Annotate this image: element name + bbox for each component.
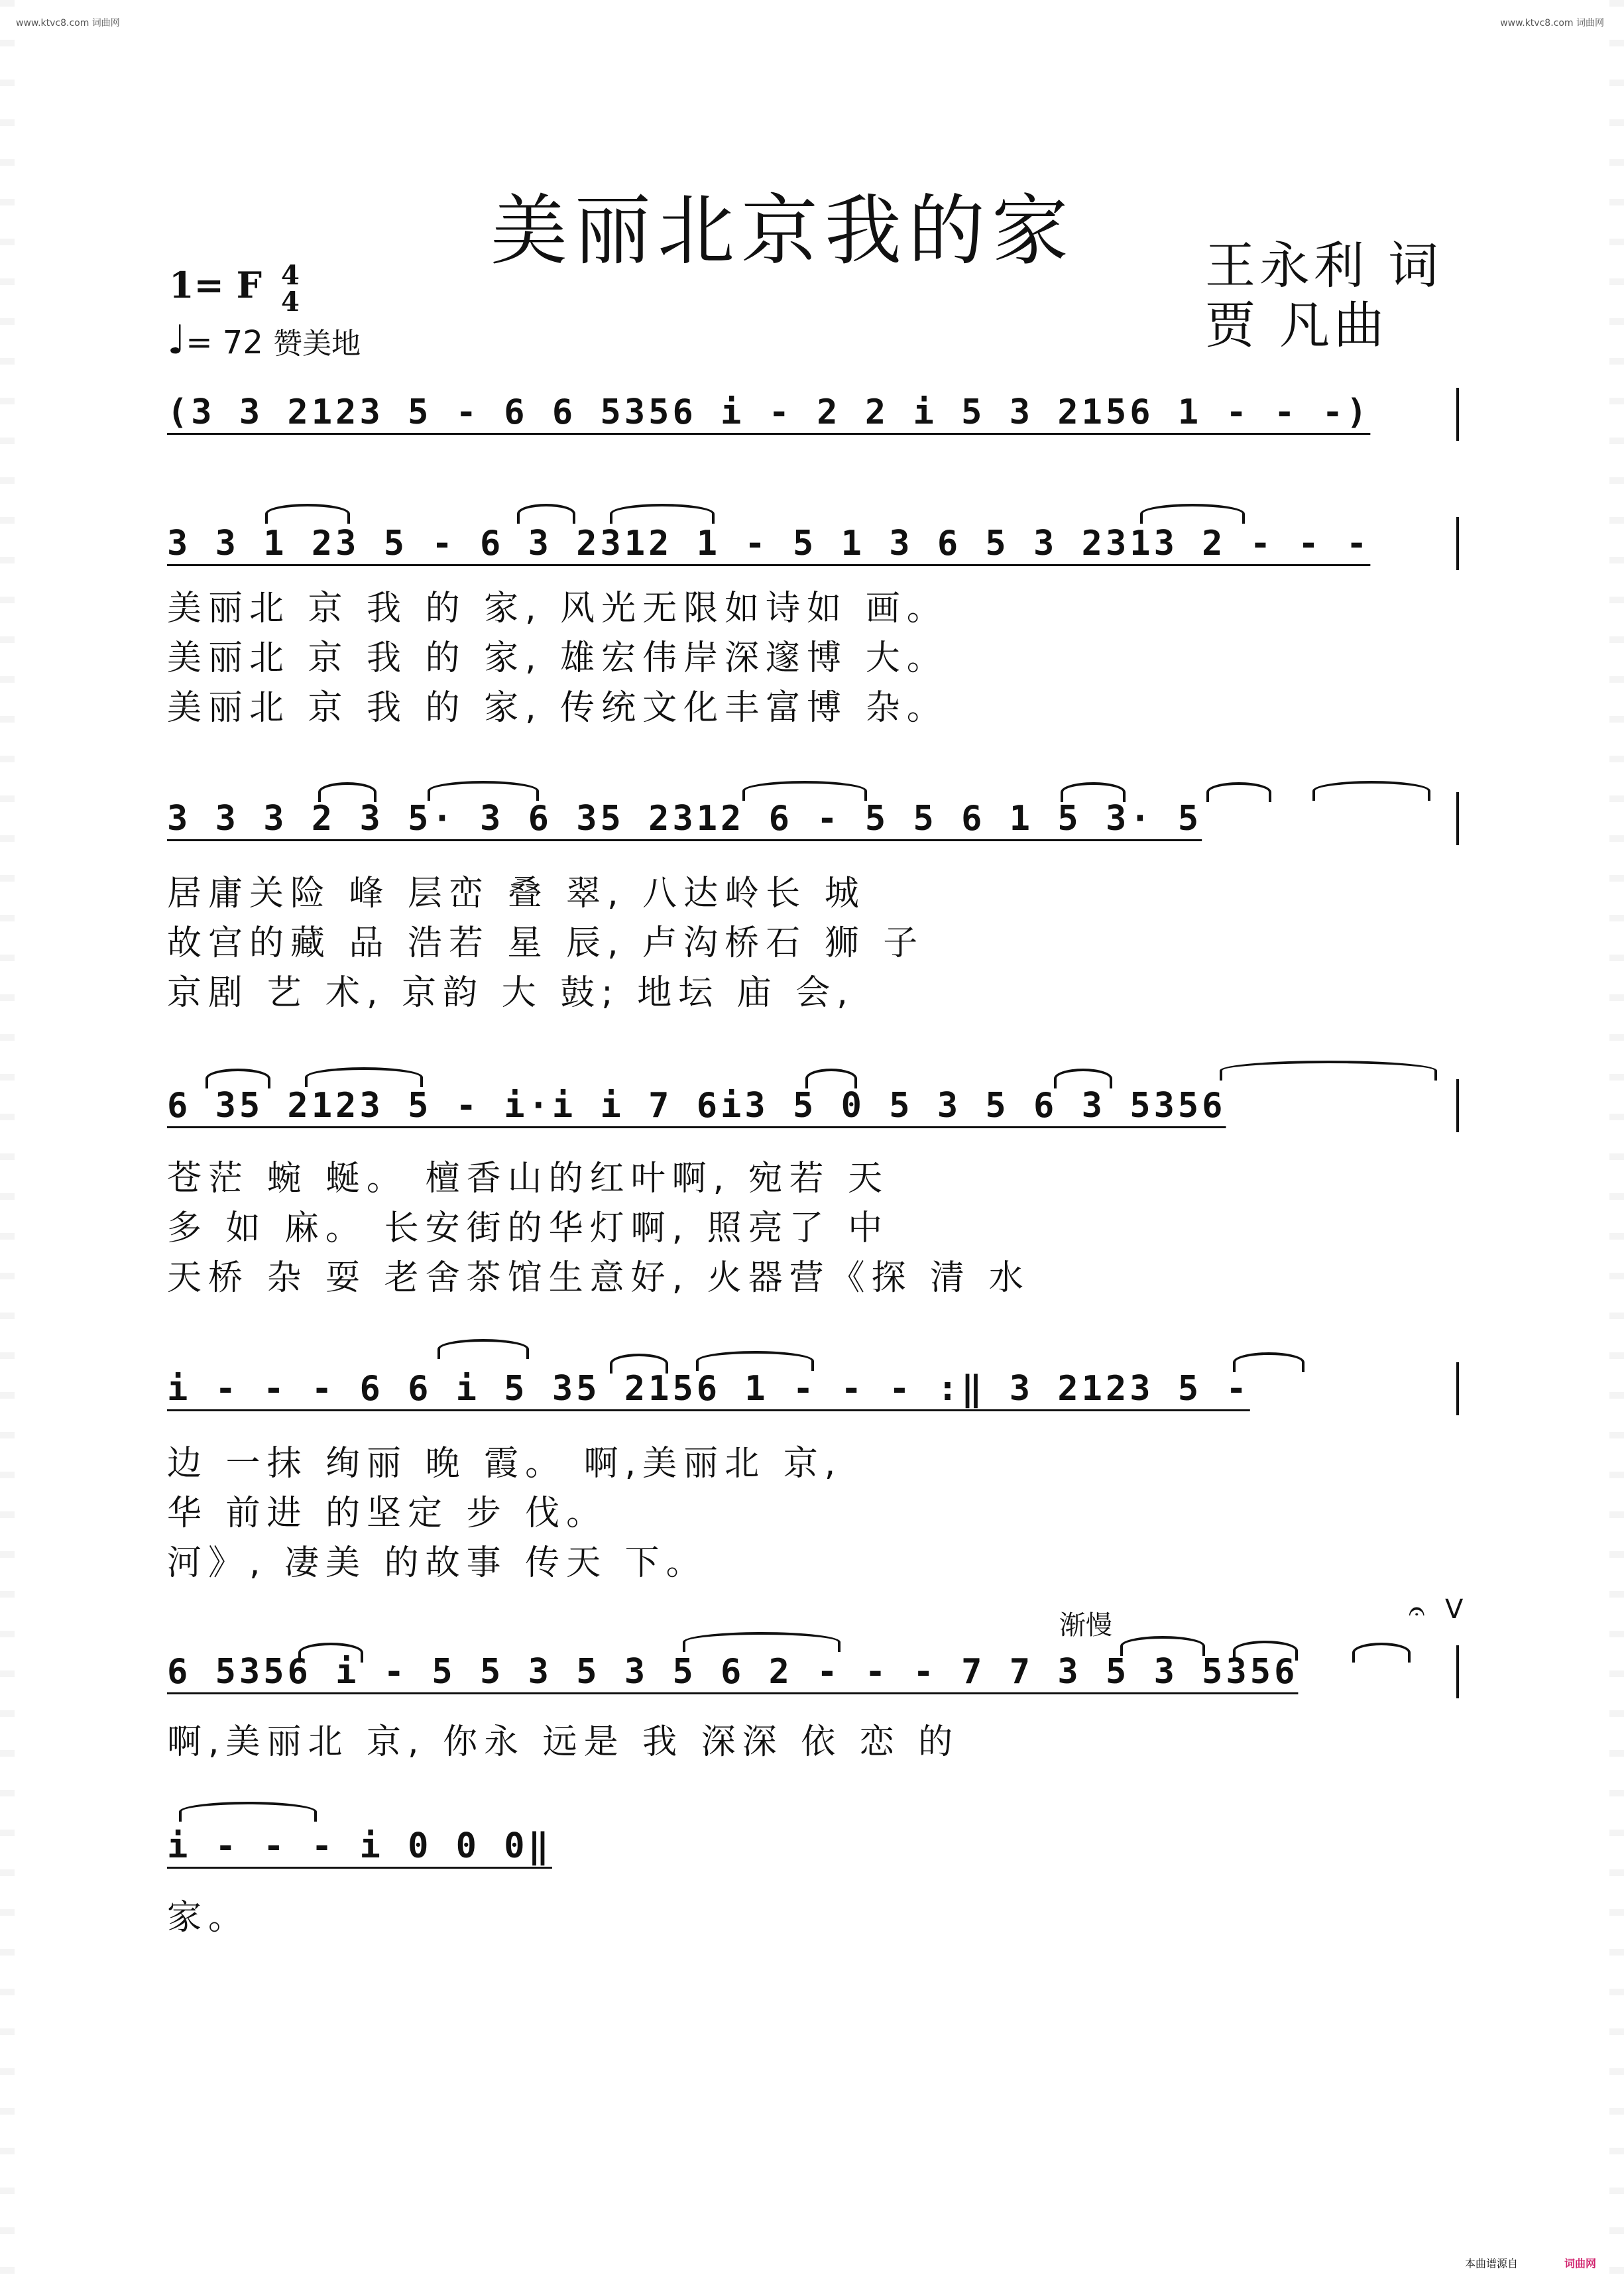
lyric-line: 华 前进 的坚定 步 伐。 xyxy=(167,1493,608,1533)
lyric-line: 苍茫 蜿 蜒。 檀香山的红叶啊, 宛若 天 xyxy=(167,1159,890,1199)
slur xyxy=(179,1802,317,1822)
time-signature-top: 4 xyxy=(281,260,300,291)
breath-mark: V xyxy=(1445,1594,1464,1625)
fermata-icon: 𝄐 xyxy=(1409,1594,1425,1628)
slur xyxy=(517,504,575,524)
lyric-line: 美丽北 京 我 的 家, 雄宏伟岸深邃博 大。 xyxy=(167,638,948,678)
slur xyxy=(265,504,350,524)
slowing-marking: 渐慢 xyxy=(1059,1610,1112,1641)
notation-line-5: i - - - 6 6 i 5 35 2156 1 - - - :‖ 3 2123 5 - xyxy=(167,1369,1250,1409)
lyric-line: 家。 xyxy=(167,1898,250,1938)
barline xyxy=(1456,517,1459,570)
lyric-line: 啊,美丽北 京, 你永 远是 我 深深 依 恋 的 xyxy=(167,1722,960,1762)
left-watermark-strip xyxy=(0,0,15,2283)
slur xyxy=(428,781,539,801)
song-title: 美丽北京我的家 xyxy=(491,186,1075,276)
site-header-left: www.ktvc8.com 词曲网 xyxy=(16,18,120,29)
lyric-line: 美丽北 京 我 的 家, 风光无限如诗如 画。 xyxy=(167,589,948,628)
lyric-line: 居庸关险 峰 层峦 叠 翠, 八达岭长 城 xyxy=(167,874,866,913)
footer-brand[interactable]: 词曲网 xyxy=(1564,2257,1597,2270)
footer-source: 本曲谱源自 xyxy=(1465,2257,1519,2270)
time-signature xyxy=(281,260,300,318)
lyric-line: 美丽北 京 我 的 家, 传统文化丰富博 杂。 xyxy=(167,688,948,728)
notation-line-4: 6 35 2123 5 - i·i i 7 6i3 5 0 5 3 5 6 3 5356 xyxy=(167,1086,1226,1126)
lyric-line: 天桥 杂 耍 老舍茶馆生意好, 火器营《探 清 水 xyxy=(167,1258,1030,1298)
slur xyxy=(1206,782,1271,802)
lyric-line: 京剧 艺 术, 京韵 大 鼓; 地坛 庙 会, xyxy=(167,973,854,1013)
composer-credit: 贾 凡曲 xyxy=(1205,296,1389,355)
notation-line-6: 6 5356 i - 5 5 3 5 3 5 6 2 - - - 7 7 3 5 3 5356 xyxy=(167,1652,1299,1692)
barline xyxy=(1456,1362,1459,1415)
slur xyxy=(1312,781,1430,801)
time-signature-bottom: 4 xyxy=(281,286,300,318)
notation-line-2: 3 3 1 23 5 - 6 3 2312 1 - 5 1 3 6 5 3 2313 2 - - - xyxy=(167,524,1371,563)
lyric-line: 河》, 凄美 的故事 传天 下。 xyxy=(167,1543,707,1583)
slur xyxy=(1220,1061,1437,1081)
right-watermark-strip xyxy=(1609,0,1624,2283)
tempo-marking xyxy=(167,317,361,363)
slur xyxy=(1140,504,1245,524)
notation-line-7: i - - - i 0 0 0‖ xyxy=(167,1826,552,1866)
quarter-note-icon: ♩ xyxy=(167,317,186,363)
slur xyxy=(305,1067,423,1087)
slur xyxy=(1352,1643,1411,1663)
barline xyxy=(1456,792,1459,845)
lyric-line: 边 一抹 绚丽 晚 霞。 啊,美丽北 京, xyxy=(167,1444,842,1484)
lyricist-credit: 王永利 词 xyxy=(1205,236,1443,295)
site-header-right: www.ktvc8.com 词曲网 xyxy=(1500,18,1604,29)
slur xyxy=(610,504,715,524)
barline xyxy=(1456,1079,1459,1132)
slur xyxy=(742,781,867,801)
tempo-bpm: = 72 xyxy=(186,324,263,361)
notation-line-3: 3 3 3 2 3 5· 3 6 35 2312 6 - 5 5 6 1 5 3· 5 xyxy=(167,799,1202,839)
barline xyxy=(1456,388,1459,441)
slur xyxy=(437,1339,529,1359)
lyric-line: 故宫的藏 品 浩若 星 辰, 卢沟桥石 狮 子 xyxy=(167,923,925,963)
key-signature: 1= F xyxy=(169,264,262,306)
notation-line-1: (3 3 2123 5 - 6 6 5356 i - 2 2 i 5 3 2156 1 - - -) xyxy=(167,392,1371,432)
barline xyxy=(1456,1645,1459,1698)
slur xyxy=(696,1351,814,1371)
slur xyxy=(683,1632,841,1652)
tempo-expression: 赞美地 xyxy=(273,327,361,361)
lyric-line: 多 如 麻。 长安街的华灯啊, 照亮了 中 xyxy=(167,1208,890,1248)
